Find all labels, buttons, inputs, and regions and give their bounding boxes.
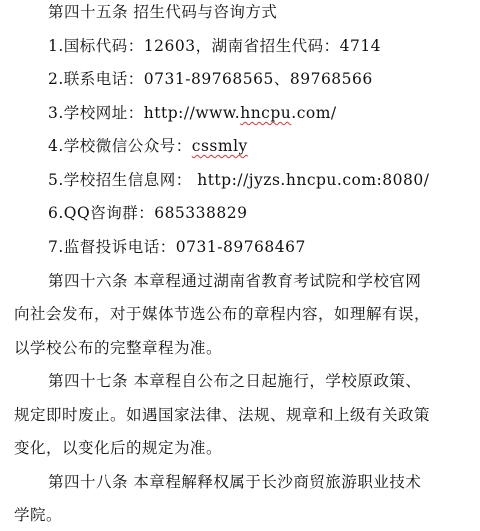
list-item: 6.QQ咨询群：685338829 <box>48 204 248 222</box>
list-item: 7.监督投诉电话：0731-89768467 <box>48 238 306 256</box>
article-45-heading: 第四十五条 招生代码与咨询方式 <box>48 3 278 21</box>
article-47-line: 第四十七条 本章程自公布之日起施行，学校原政策、 <box>48 372 422 390</box>
wechat-label: 4.学校微信公众号： <box>48 137 192 155</box>
article-46-line: 以学校公布的完整章程为准。 <box>14 339 223 357</box>
article-48-line: 第四十八条 本章程解释权属于长沙商贸旅游职业技术 <box>48 473 422 491</box>
website-link[interactable]: http://www.hncpu.com/ <box>143 104 337 122</box>
wechat-id: cssmly <box>191 137 248 155</box>
list-item <box>0 100 480 126</box>
list-item: 1.国标代码：12603，湖南省招生代码：4714 <box>48 37 382 55</box>
list-item: 2.联系电话：0731-89768565、89768566 <box>48 70 373 88</box>
list-item <box>0 133 480 159</box>
article-46-line: 向社会发布，对于媒体节选公布的章程内容，如理解有误， <box>14 305 431 323</box>
website-label: 3.学校网址： <box>48 104 144 122</box>
article-48-line: 学院。 <box>14 506 63 524</box>
article-47-line: 规定即时废止。如遇国家法律、法规、规章和上级有关政策 <box>14 406 431 424</box>
article-46-line: 第四十六条 本章程通过湖南省教育考试院和学校官网 <box>48 272 422 290</box>
list-item: 5.学校招生信息网： http://jyzs.hncpu.com:8080/ <box>48 171 430 189</box>
article-47-line: 变化，以变化后的规定为准。 <box>14 439 223 457</box>
